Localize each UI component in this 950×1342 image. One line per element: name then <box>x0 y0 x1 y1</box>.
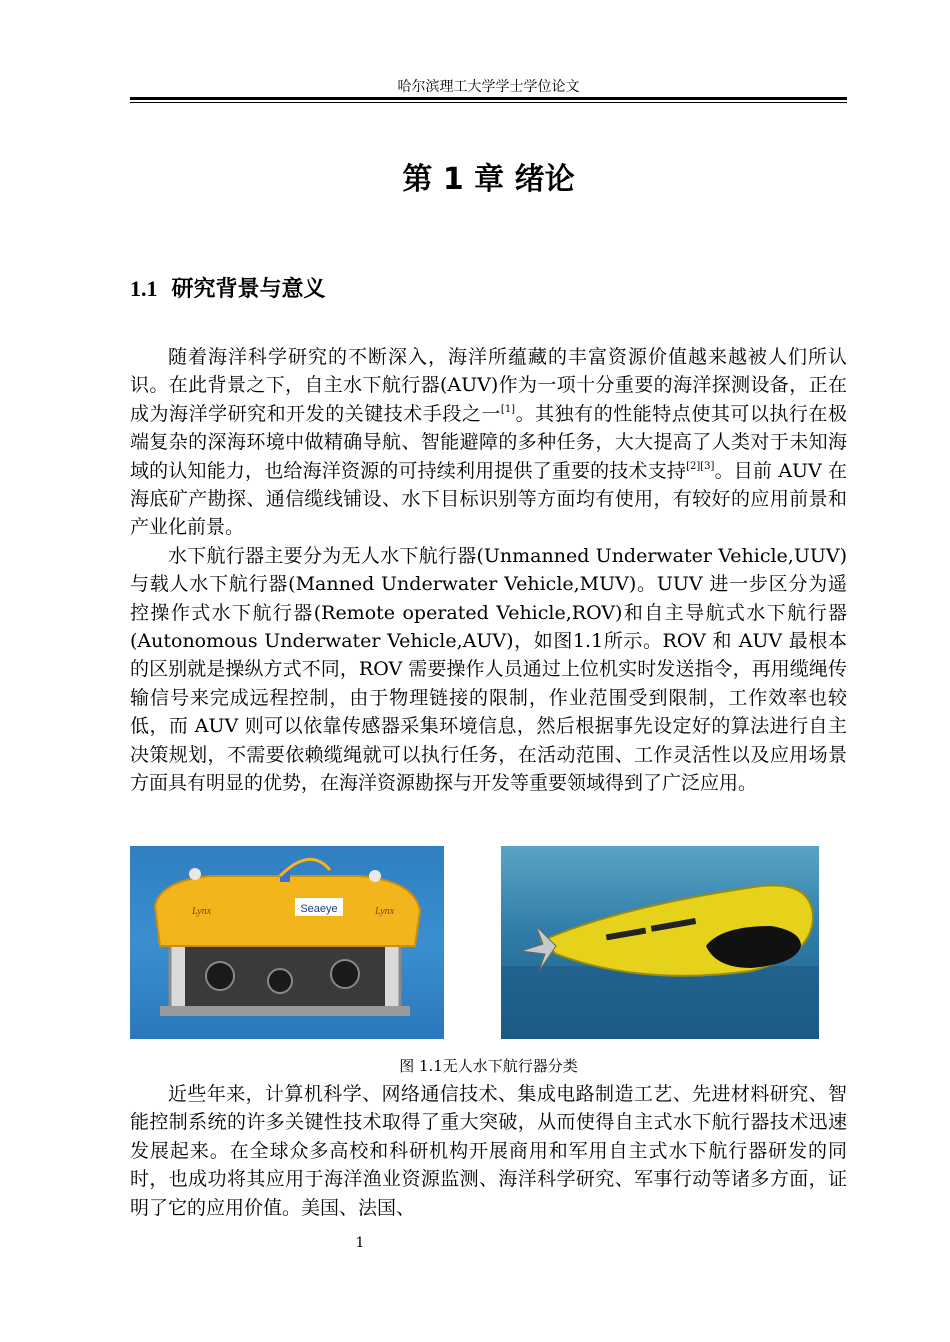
body-text-upper <box>130 343 847 798</box>
chapter-title: 第 1 章 绪论 <box>402 162 575 197</box>
rov-brand-right: Lynx <box>375 906 395 917</box>
paragraph-1-part-1: 随着海洋科学研究的不断深入，海洋所蕴藏的丰富资源价值越来越被人们所认识。在此背景之下，自主水下航行器(AUV)作为一项十分重要的海洋探测设备，正在成为海洋学研究和开发的关键技术手段之一 <box>130 346 847 425</box>
header-rule-thin <box>130 102 847 103</box>
rov-skid <box>160 1006 410 1016</box>
rov-image <box>130 846 444 1039</box>
section-heading <box>130 272 847 307</box>
section-number: 1.1 <box>130 276 158 301</box>
citation-1: [1] <box>500 403 516 415</box>
rov-label: Seaeye <box>300 903 338 915</box>
rov-light-right <box>369 870 381 882</box>
deep-water <box>501 966 819 1039</box>
auv-propeller <box>521 926 556 971</box>
rov-light-left <box>189 868 201 880</box>
body-text-lower <box>130 1080 847 1222</box>
section-title: 研究背景与意义 <box>171 277 326 302</box>
thruster-center <box>268 969 292 993</box>
figure-caption: 图 1.1无人水下航行器分类 <box>399 1057 578 1075</box>
auv-illustration <box>501 846 819 1039</box>
paragraph-1-part-3: 。目前 AUV 在海底矿产勘探、通信缆线铺设、水下目标识别等方面均有使用，有较好的应用前景和产业化前景。 <box>130 459 847 539</box>
paragraph-2: 水下航行器主要分为无人水下航行器(Unmanned Underwater Vehicle,UUV)与载人水下航行器(Manned Underwater Vehicle,MUV)。UUV 进一步区分为遥控操作式水下航行器(Remote operated Vehicle,ROV)和自主导航式水下航行器(Autonomous Underwater Vehicle,AUV)，如图1.1所示。ROV 和 AUV 最根本的区别就是操纵方式不同，ROV 需要操作人员通过上位机实时发送指令，再用缆绳传输信号来完成远程控制，由于物理链接的限制，作业范围受到限制，工作效率也较低，而 AUV 则可以依靠传感器采集环境信息，然后根据事先设定好的算法进行自主决策规划，不需要依赖缆绳就可以执行任务，在活动范围、工作灵活性以及应用场景方面具有明显的优势，在海洋资源勘探与开发等重要领域得到了广泛应用。 <box>130 544 847 795</box>
rov-brand-left: Lynx <box>192 906 212 917</box>
paragraph-1 <box>130 343 847 542</box>
paragraph-3: 近些年来，计算机科学、网络通信技术、集成电路制造工艺、先进材料研究、智能控制系统的许多关键性技术取得了重大突破，从而使得自主式水下航行器技术迅速发展起来。在全球众多高校和科研机构开展商用和军用自主式水下航行器研发的同时，也成功将其应用于海洋渔业资源监测、海洋科学研究、军事行动等诸多方面，证明了它的应用价值。美国、法国、 <box>130 1083 847 1219</box>
rov-illustration <box>130 846 444 1039</box>
thruster-right <box>331 960 359 988</box>
paragraph-1-part-2: 。其独有的性能特点使其可以执行在极端复杂的深海环境中做精确导航、智能避障的多种任务，大大提高了人类对于未知海域的认知能力，也给海洋资源的可持续利用提供了重要的技术支持 <box>130 402 847 482</box>
running-header: 哈尔滨理工大学学士学位论文 <box>397 79 580 95</box>
thruster-left <box>206 962 234 990</box>
page-number: 1 <box>355 1235 365 1251</box>
citation-2-3: [2][3] <box>686 460 715 472</box>
header-rule-thick <box>130 97 847 100</box>
auv-image <box>501 846 819 1039</box>
